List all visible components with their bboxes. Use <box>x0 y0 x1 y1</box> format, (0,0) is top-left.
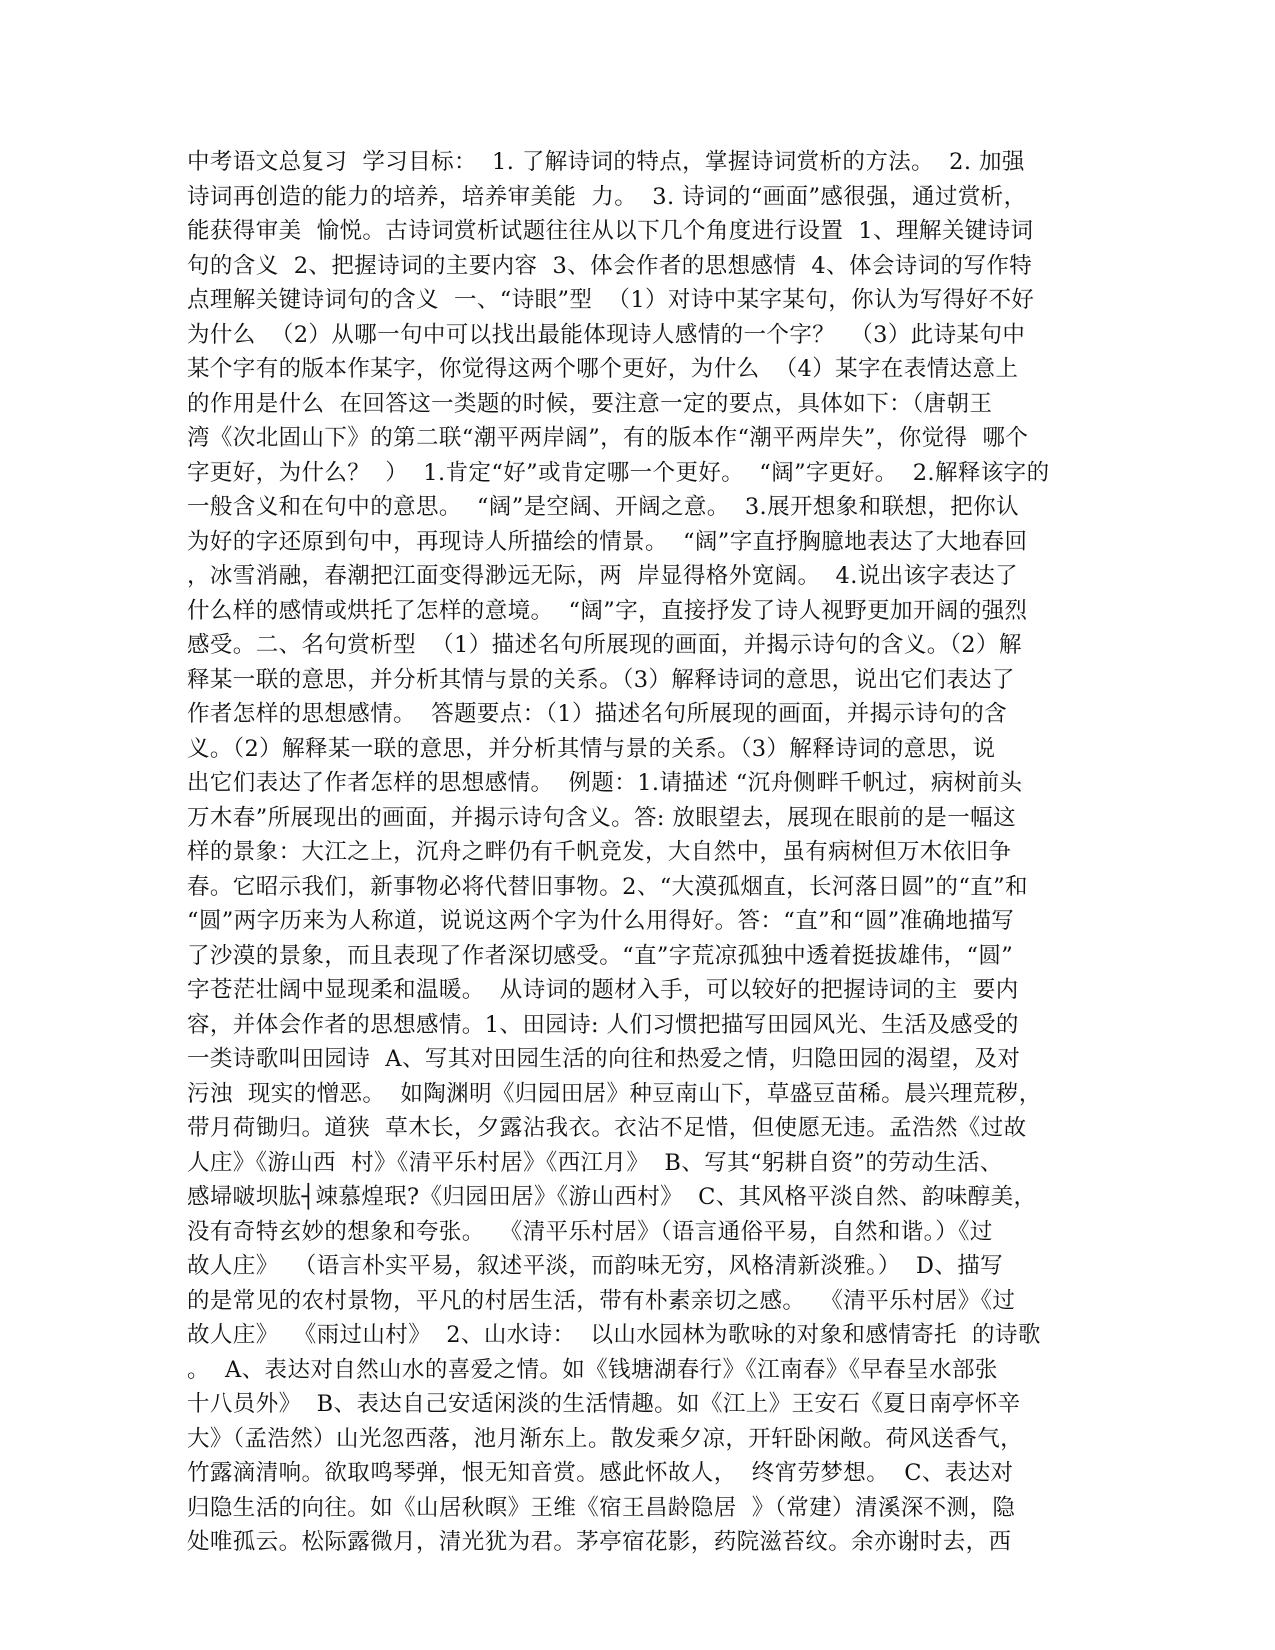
text-line: 故人庄》 《雨过山村》 2、山水诗： 以山水园林为歌咏的对象和感情寄托 的诗歌 <box>187 1322 1041 1348</box>
text-line: 人庄》《游山西 村》《清平乐村居》《西江月》 B、写其“躬耕自资”的劳动生活、 <box>187 1149 1003 1176</box>
text-line: 竹露滴清响。欲取鸣琴弹，恨无知音赏。感此怀故人， 终宵劳梦想。 C、表达对 <box>187 1460 1014 1486</box>
text-line: 诗词再创造的能力的培养，培养审美能 力。 3. 诗词的“画面”感很强，通过赏析， <box>187 183 1027 210</box>
text-line: 了沙漠的景象，而且表现了作者深切感受。“直”字荒凉孤独中透着挺拔雄伟，“圆” <box>187 942 1014 969</box>
body-text <box>187 145 1087 1560</box>
text-line: 大》（孟浩然）山光忽西落，池月渐东上。散发乘夕凉，开轩卧闲敞。荷风送香气， <box>187 1425 1024 1452</box>
text-line: 出它们表达了作者怎样的思想感情。 例题：1.请描述 “沉舟侧畔千帆过，病树前头 <box>187 770 1023 796</box>
text-line: 污浊 现实的憎恶。 如陶渊明《归园田居》种豆南山下，草盛豆苗稀。晨兴理荒秽， <box>187 1080 1042 1107</box>
text-line: 某个字有的版本作某字，你觉得这两个哪个更好，为什么 （4）某字在表情达意上 <box>187 356 1019 382</box>
text-line: 感受。二、名句赏析型 （1）描述名句所展现的画面，并揭示诗句的含义。（2）解 <box>187 632 1022 658</box>
text-line: 湾《次北固山下》的第二联“潮平两岸阔”，有的版本作“潮平两岸失”，你觉得 哪个 <box>187 425 1029 451</box>
text-line: ，冰雪消融，春潮把江面变得渺远无际，两 岸显得格外宽阔。 4.说出该字表达了 <box>187 563 1019 589</box>
text-line: 字更好，为什么？ ） 1.肯定“好”或肯定哪一个更好。 “阔”字更好。 2.解释该字的 <box>187 459 1050 486</box>
text-line: 点理解关键诗词句的含义 一、“诗眼”型 （1）对诗中某字某句，你认为写得好不好 <box>187 287 1035 313</box>
text-line: 没有奇特玄妙的想象和夸张。 《清平乐村居》（语言通俗平易，自然和谐。）《过 <box>187 1218 993 1245</box>
text-line: 的作用是什么 在回答这一类题的时候，要注意一定的要点，具体如下：（唐朝王 <box>187 390 993 417</box>
text-line: 释某一联的意思，并分析其情与景的关系。（3）解释诗词的意思，说出它们表达了 <box>187 666 1015 693</box>
text-line: 万木春”所展现出的画面，并揭示诗句含义。答: 放眼望去，展现在眼前的是一幅这 <box>187 804 1016 831</box>
text-line: 中考语文总复习 学习目标： 1. 了解诗词的特点，掌握诗词赏析的方法。 2. 加强 <box>187 149 1025 175</box>
text-line: 故人庄》 （语言朴实平易，叙述平淡，而韵味无穷，风格清新淡雅。） D、描写 <box>187 1253 1003 1279</box>
text-line: 字苍茫壮阔中显现柔和温暖。 从诗词的题材入手，可以较好的把握诗词的主 要内 <box>187 977 1019 1003</box>
text-line: 作者怎样的思想感情。 答题要点：（1）描述名句所展现的画面，并揭示诗句的含 <box>187 701 1008 727</box>
text-line: 处唯孤云。松际露微月，清光犹为君。茅亭宿花影，药院滋苔纹。余亦谢时去，西 <box>187 1529 1012 1555</box>
text-line: 为好的字还原到句中，再现诗人所描绘的情景。 “阔”字直抒胸臆地表达了大地春回 <box>187 528 1028 555</box>
text-line: 归隐生活的向往。如《山居秋暝》王维《宿王昌龄隐居 》（常建）清溪深不测，隐 <box>187 1494 1016 1521</box>
text-line: 句的含义 2、把握诗词的主要内容 3、体会作者的思想感情 4、体会诗词的写作特 <box>187 252 1033 279</box>
text-line: 十八员外》 B、表达自己安适闲淡的生活情趣。如《江上》王安石《夏日南亭怀辛 <box>187 1391 1021 1417</box>
text-line: 春。它昭示我们，新事物必将代替旧事物。2、“大漠孤烟直，长河落日圆”的“直”和 <box>187 873 1028 900</box>
text-line: 一般含义和在句中的意思。 “阔”是空阔、开阔之意。 3.展开想象和联想，把你认 <box>187 494 1019 520</box>
text-line: 一类诗歌叫田园诗 A、写其对田园生活的向往和热爱之情，归隐田园的渴望，及对 <box>187 1046 1021 1072</box>
text-line: 感埽啵坝肱┤竦慕煌珉?《归园田居》《游山西村》 C、其风格平淡自然、韵味醇美， <box>187 1184 1037 1210</box>
text-line: 的是常见的农村景物，平凡的村居生活，带有朴素亲切之感。 《清平乐村居》《过 <box>187 1287 1016 1314</box>
text-line: 样的景象：大江之上，沉舟之畔仍有千帆竞发，大自然中，虽有病树但万木依旧争 <box>187 839 1012 865</box>
text-line: “圆”两字历来为人称道，说说这两个字为什么用得好。答：“直”和“圆”准确地描写 <box>187 908 1015 934</box>
text-line: 什么样的感情或烘托了怎样的意境。 “阔”字，直接抒发了诗人视野更加开阔的强烈 <box>187 597 1028 624</box>
text-line: 为什么 （2）从哪一句中可以找出最能体现诗人感情的一个字？ （3）此诗某句中 <box>187 321 1026 348</box>
text-line: 能获得审美 愉悦。古诗词赏析试题往往从以下几个角度进行设置 1、理解关键诗词 <box>187 218 1034 244</box>
text-line: 义。（2）解释某一联的意思，并分析其情与景的关系。（3）解释诗词的意思，说 <box>187 735 996 762</box>
text-line: 带月荷锄归。道狭 草木长，夕露沾我衣。衣沾不足惜，但使愿无违。孟浩然《过故 <box>187 1115 1027 1141</box>
text-line: 容，并体会作者的思想感情。1、田园诗: 人们习惯把描写田园风光、生活及感受的 <box>187 1011 1019 1038</box>
text-line: 。 A、表达对自然山水的喜爱之情。如《钱塘湖春行》《江南春》《早春呈水部张 <box>187 1356 998 1383</box>
